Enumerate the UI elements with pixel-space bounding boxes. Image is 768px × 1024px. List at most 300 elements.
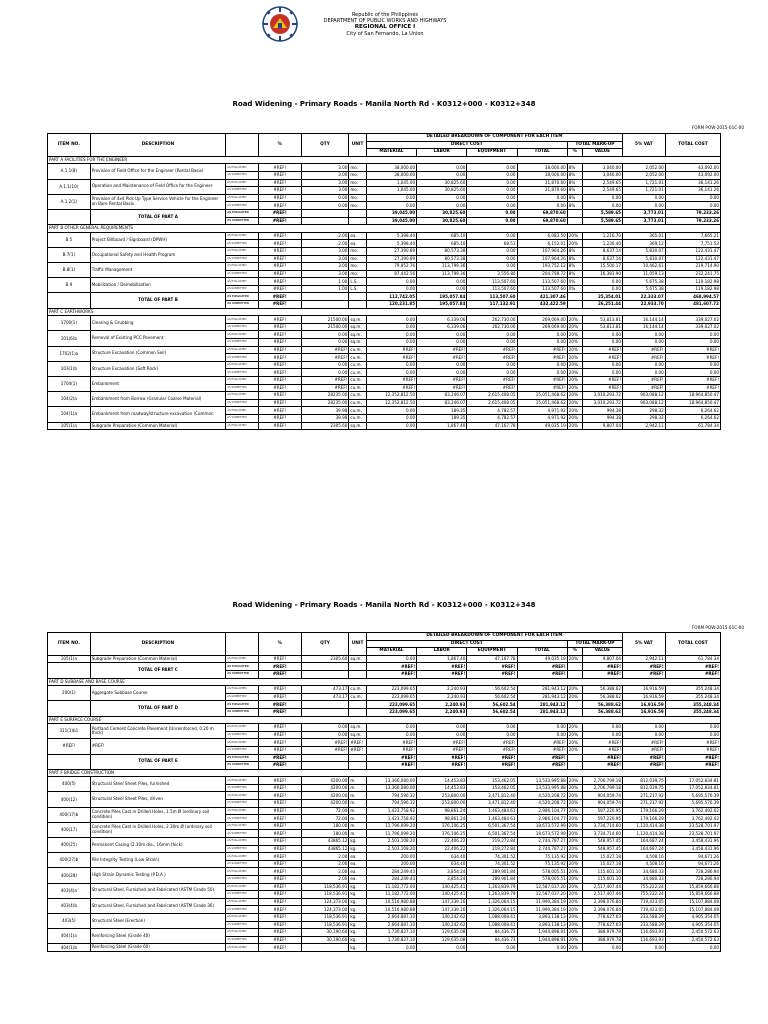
cell-labor: 140,242.62 <box>417 913 467 921</box>
item-description: Subgrade Preparation (Common Material) <box>90 655 226 663</box>
cell-markup-percent: 20% <box>567 655 582 663</box>
cell-direct-total: 13,533,995.88 <box>517 784 567 792</box>
row-stage: AS EVALUATED <box>226 422 259 430</box>
cell-material: 27,390.89 <box>366 255 416 263</box>
cell-markup-percent: 8% <box>567 255 582 263</box>
cell-total-cost: 0.00 <box>665 944 720 952</box>
item-no: 104(2)a <box>48 392 91 407</box>
cell-equipment: #REF! <box>467 762 517 770</box>
cell-vat: 34,680.33 <box>623 876 666 884</box>
cell-qty: 72.00 <box>301 815 349 823</box>
cell-material: 38,000.00 <box>366 171 416 179</box>
cell-unit: mo. <box>349 255 367 263</box>
row-stage: AS SUBMITTED <box>226 860 259 868</box>
cell-markup-percent: 20% <box>567 354 582 362</box>
cell-equipment: #REF! <box>467 754 517 762</box>
cell-direct-total: 11,990,384.19 <box>517 906 567 914</box>
cell-total-cost: 0.00 <box>665 331 720 339</box>
cell-markup-value: 26,251.44 <box>582 301 622 309</box>
cell-total-cost: #REF! <box>665 754 720 762</box>
cell-unit: kg. <box>349 936 367 944</box>
cell-direct-total: 0.00 <box>517 731 567 739</box>
cell-labor: 634.40 <box>417 860 467 868</box>
row-stage: AS EVALUATED <box>226 807 259 815</box>
item-no: 101(6)b <box>48 331 91 346</box>
cell-total-cost: 4,905,354.05 <box>665 921 720 929</box>
cell-total-cost: 17,052,834.81 <box>665 777 720 785</box>
item-no <box>48 663 91 678</box>
cell-equipment: 113,507.60 <box>467 293 517 301</box>
cell-markup-value: #REF! <box>582 746 622 754</box>
item-no: 1702(1)a <box>48 346 91 361</box>
col-item-no: ITEM NO. <box>48 633 91 656</box>
cell-unit: cu.m. <box>349 377 367 385</box>
cell-markup-percent: 20% <box>567 384 582 392</box>
cell-equipment: 1,463,484.61 <box>467 807 517 815</box>
cell-direct-total: #REF! <box>517 384 567 392</box>
item-description: TOTAL OF PART B <box>90 293 226 308</box>
cell-vat: 755,222.24 <box>623 883 666 891</box>
row-stage: AS SUBMITTED <box>226 830 259 838</box>
cell-unit: #REF! <box>349 739 367 747</box>
row-stage: AS EVALUATED <box>226 701 259 709</box>
cell-equipment: 289,901.84 <box>467 868 517 876</box>
cell-material: 0.00 <box>366 361 416 369</box>
cell-percent: #REF! <box>258 209 301 217</box>
cell-markup-value: #REF! <box>582 384 622 392</box>
cell-labor: 0.00 <box>417 944 467 952</box>
cell-percent: #REF! <box>258 891 301 899</box>
cell-labor: 98,861.24 <box>417 807 467 815</box>
cell-labor: 0.00 <box>417 171 467 179</box>
cell-direct-total: 0.00 <box>517 724 567 732</box>
cell-vat: 3,773.01 <box>623 217 666 225</box>
cell-vat: 233,588.29 <box>623 913 666 921</box>
cell-qty <box>301 293 349 301</box>
cell-markup-value: 2,549.65 <box>582 187 622 195</box>
cell-direct-total: 1,944,898.91 <box>517 936 567 944</box>
cell-equipment: 153,462.05 <box>467 777 517 785</box>
cell-labor: #REF! <box>417 377 467 385</box>
cell-labor: 376,106.25 <box>417 830 467 838</box>
cell-equipment: 74,301.52 <box>467 860 517 868</box>
cell-labor: 30,825.60 <box>417 217 467 225</box>
cell-material: 1,730,827.10 <box>366 929 416 937</box>
cell-percent: #REF! <box>258 906 301 914</box>
cell-material: 1,045.00 <box>366 179 416 187</box>
row-stage: AS EVALUATED <box>226 407 259 415</box>
cell-qty: 39.98 <box>301 407 349 415</box>
col-total-markup: TOTAL MARK-UP <box>567 141 622 149</box>
cost-table-page1 <box>47 133 721 430</box>
cell-labor: 14,453.83 <box>417 777 467 785</box>
cell-total-cost: 23,528,701.97 <box>665 822 720 830</box>
section-header <box>48 678 721 686</box>
row-stage: AS SUBMITTED <box>226 202 259 210</box>
cell-labor: 113,799.36 <box>417 263 467 271</box>
cell-markup-value: 0.00 <box>582 731 622 739</box>
cell-markup-percent: 8% <box>567 194 582 202</box>
cell-markup-value: 904,059.74 <box>582 800 622 808</box>
cell-material: 11,182,772.00 <box>366 883 416 891</box>
cell-markup-percent: 20% <box>567 693 582 701</box>
cell-total-cost: 355,248.34 <box>665 701 720 709</box>
cell-unit: mo. <box>349 247 367 255</box>
col-percent: % <box>258 134 301 157</box>
col-total-cost: TOTAL COST <box>665 134 720 157</box>
cell-labor: 129,635.08 <box>417 936 467 944</box>
cell-percent: #REF! <box>258 285 301 293</box>
cell-equipment: 0.00 <box>467 171 517 179</box>
cell-markup-percent: 20% <box>567 339 582 347</box>
header-dept: DEPARTMENT OF PUBLIC WORKS AND HIGHWAYS <box>323 18 447 25</box>
item-row <box>48 232 721 240</box>
cell-material: #REF! <box>366 762 416 770</box>
cell-qty <box>301 701 349 709</box>
cell-unit: cu.m. <box>349 361 367 369</box>
item-description: Operation and Maintenance of Field Office for the Engineer <box>90 179 226 194</box>
col-equipment: EQUIPMENT <box>467 149 517 157</box>
cell-equipment: 3,471,812.40 <box>467 792 517 800</box>
cell-equipment: #REF! <box>467 377 517 385</box>
cell-unit <box>349 762 367 770</box>
cell-direct-total: 421,307.46 <box>517 293 567 301</box>
item-no <box>48 754 91 769</box>
cell-labor: #REF! <box>417 670 467 678</box>
cell-unit: sq.m. <box>349 422 367 430</box>
cell-labor: 376,106.25 <box>417 822 467 830</box>
cell-unit: mo. <box>349 202 367 210</box>
item-description: Project Billboard / Signboard (DPWH) <box>90 232 226 247</box>
cell-equipment: #REF! <box>467 663 517 671</box>
cell-unit: kg. <box>349 906 367 914</box>
cell-percent: #REF! <box>258 384 301 392</box>
cell-markup-value: 2,517,407.44 <box>582 891 622 899</box>
cell-direct-total: 49,035.19 <box>517 422 567 430</box>
item-no: B.7(1) <box>48 247 91 262</box>
cell-markup-value: 2,517,407.44 <box>582 883 622 891</box>
col-vat: 5% VAT <box>623 134 666 157</box>
row-stage: AS SUBMITTED <box>226 693 259 701</box>
cell-percent: #REF! <box>258 936 301 944</box>
cell-percent: #REF! <box>258 232 301 240</box>
cell-direct-total: 75,135.92 <box>517 860 567 868</box>
cell-unit: cu.m. <box>349 346 367 354</box>
cell-total-cost: 0.00 <box>665 361 720 369</box>
cell-vat: #REF! <box>623 762 666 770</box>
item-description: Occupational Safety and Health Program <box>90 247 226 262</box>
item-description: TOTAL OF PART C <box>90 663 226 678</box>
cell-markup-value: #REF! <box>582 663 622 671</box>
col-markup-percent: % <box>567 648 582 656</box>
row-stage: AS SUBMITTED <box>226 891 259 899</box>
item-description: TOTAL OF PART D <box>90 701 226 716</box>
cell-total-cost: #REF! <box>665 746 720 754</box>
cell-unit <box>349 670 367 678</box>
cell-direct-total: #REF! <box>517 746 567 754</box>
item-description: Pile Integrity Testing (Low Strain) <box>90 853 226 868</box>
row-stage: AS SUBMITTED <box>226 815 259 823</box>
cell-percent: #REF! <box>258 724 301 732</box>
cell-qty <box>301 762 349 770</box>
cell-material: 1,045.00 <box>366 187 416 195</box>
cell-unit: kg. <box>349 913 367 921</box>
row-stage: AS SUBMITTED <box>226 384 259 392</box>
cell-direct-total: 18,673,572.99 <box>517 822 567 830</box>
cost-table-page2 <box>47 632 721 952</box>
cell-equipment: 3,556.80 <box>467 270 517 278</box>
cell-material: 0.00 <box>366 278 416 286</box>
cell-direct-total: 1,944,898.91 <box>517 929 567 937</box>
cell-markup-percent: 8% <box>567 270 582 278</box>
cell-percent: #REF! <box>258 194 301 202</box>
cell-direct-total: 3,893,138.13 <box>517 921 567 929</box>
cell-unit: mo. <box>349 263 367 271</box>
cell-direct-total: 2,986,104.77 <box>517 815 567 823</box>
cell-percent: #REF! <box>258 255 301 263</box>
cell-material: 0.00 <box>366 202 416 210</box>
cell-markup-percent: 20% <box>567 686 582 694</box>
cell-qty: #REF! <box>301 739 349 747</box>
cell-vat: 2,942.11 <box>623 655 666 663</box>
cell-labor: 6,339.06 <box>417 323 467 331</box>
cell-material: 5,398.40 <box>366 232 416 240</box>
cell-labor: 0.00 <box>417 369 467 377</box>
cell-markup-value: 388,979.78 <box>582 929 622 937</box>
cell-vat: 179,166.29 <box>623 815 666 823</box>
cell-labor: #REF! <box>417 663 467 671</box>
cell-qty: 4200.00 <box>301 777 349 785</box>
cell-direct-total: 38,000.00 <box>517 164 567 172</box>
cell-labor: 140,425.41 <box>417 891 467 899</box>
cell-labor: 1,867.40 <box>417 422 467 430</box>
cell-percent: #REF! <box>258 369 301 377</box>
cell-labor: 80,573.38 <box>417 247 467 255</box>
cell-markup-percent: 20% <box>567 724 582 732</box>
cell-labor: 634.40 <box>417 853 467 861</box>
cell-direct-total: 69,870.60 <box>517 217 567 225</box>
item-row <box>48 331 721 339</box>
cell-markup-percent: 20% <box>567 746 582 754</box>
cell-direct-total: 2,986,104.77 <box>517 807 567 815</box>
cell-labor: 30,825.60 <box>417 187 467 195</box>
cell-markup-percent: 20% <box>567 876 582 884</box>
cell-total-cost: 79,233.26 <box>665 209 720 217</box>
cell-labor: 189.35 <box>417 407 467 415</box>
item-description: Provision of Field Office for the Engineer (Rental Basis) <box>90 164 226 179</box>
row-stage: AS EVALUATED <box>226 331 259 339</box>
col-material: MATERIAL <box>366 149 416 157</box>
item-row <box>48 838 721 846</box>
cell-total-cost: 0.00 <box>665 194 720 202</box>
row-stage: AS SUBMITTED <box>226 171 259 179</box>
cell-unit: ea. <box>349 876 367 884</box>
cell-vat: 11,059.13 <box>623 270 666 278</box>
cell-equipment: 84,436.73 <box>467 929 517 937</box>
cell-labor: 30,825.60 <box>417 209 467 217</box>
cell-percent: #REF! <box>258 171 301 179</box>
item-description: Permanent Casing (2.30m dia., 16mm thick) <box>90 838 226 853</box>
cell-percent: #REF! <box>258 929 301 937</box>
cell-qty: 30,190.60 <box>301 936 349 944</box>
row-stage: AS SUBMITTED <box>226 936 259 944</box>
cell-labor: 2,240.93 <box>417 693 467 701</box>
document-title: Road Widening - Primary Roads - Manila North Rd - K0312+000 - K0312+348 <box>232 601 536 609</box>
row-stage: AS SUBMITTED <box>226 731 259 739</box>
row-stage: AS EVALUATED <box>226 777 259 785</box>
cell-equipment: 1,463,484.61 <box>467 815 517 823</box>
cell-equipment: 113,507.60 <box>467 278 517 286</box>
cell-markup-value: 25,354.01 <box>582 293 622 301</box>
cell-percent: #REF! <box>258 860 301 868</box>
cell-material: 0.00 <box>366 323 416 331</box>
cell-vat: 4,508.16 <box>623 853 666 861</box>
cell-markup-percent: 8% <box>567 247 582 255</box>
cell-qty: #REF! <box>301 346 349 354</box>
cell-markup-percent: 20% <box>567 331 582 339</box>
item-row <box>48 377 721 385</box>
cell-markup-value: 388,979.78 <box>582 936 622 944</box>
cell-vat: #REF! <box>623 346 666 354</box>
item-description: Clearing & Grubbing <box>90 316 226 331</box>
cell-direct-total: #REF! <box>517 346 567 354</box>
cell-markup-value: #REF! <box>582 377 622 385</box>
item-description: Traffic Management <box>90 263 226 278</box>
cell-percent: #REF! <box>258 686 301 694</box>
cell-total-cost: 355,248.34 <box>665 686 720 694</box>
col-qty: QTY <box>301 134 349 157</box>
cell-direct-total: 0.00 <box>517 194 567 202</box>
row-stage: AS SUBMITTED <box>226 414 259 422</box>
cell-unit: m. <box>349 784 367 792</box>
row-stage: AS SUBMITTED <box>226 323 259 331</box>
item-row <box>48 655 721 663</box>
cell-equipment: 0.00 <box>467 255 517 263</box>
cell-material: 39,045.00 <box>366 217 416 225</box>
item-row <box>48 361 721 369</box>
cell-vat: 3,773.01 <box>623 209 666 217</box>
cell-percent: #REF! <box>258 876 301 884</box>
item-row <box>48 883 721 891</box>
cell-material: 13,366,080.00 <box>366 777 416 785</box>
cell-material: 1,423,758.92 <box>366 807 416 815</box>
row-stage: AS SUBMITTED <box>226 354 259 362</box>
cell-equipment: 1,088,008.41 <box>467 913 517 921</box>
item-description: TOTAL OF PART A <box>90 209 226 224</box>
cell-direct-total: 4,520,208.72 <box>517 800 567 808</box>
cell-markup-percent: 20% <box>567 792 582 800</box>
cell-unit <box>349 293 367 301</box>
col-description: DESCRIPTION <box>90 633 226 656</box>
cell-qty: 2.00 <box>301 232 349 240</box>
cell-unit: kg. <box>349 845 367 853</box>
cell-unit: m. <box>349 822 367 830</box>
cell-labor: 98,861.24 <box>417 815 467 823</box>
cell-material: 0.00 <box>366 285 416 293</box>
cell-percent: #REF! <box>258 414 301 422</box>
cell-percent: #REF! <box>258 392 301 400</box>
cell-equipment: 0.00 <box>467 194 517 202</box>
cell-markup-percent: 20% <box>567 399 582 407</box>
item-description: Aggregate Subbase Course <box>90 686 226 701</box>
cell-vat: 903,088.12 <box>623 392 666 400</box>
cell-vat: 22,333.07 <box>623 293 666 301</box>
item-row <box>48 724 721 732</box>
cell-unit: m. <box>349 777 367 785</box>
cell-equipment: 0.00 <box>467 369 517 377</box>
col-breakdown: DETAILED BREAKDOWN OF COMPONENT FOR EACH ITEM <box>366 633 622 641</box>
cell-unit: mo. <box>349 171 367 179</box>
cell-unit: ea. <box>349 853 367 861</box>
cell-unit: cu.m. <box>349 384 367 392</box>
cell-markup-percent: 20% <box>567 860 582 868</box>
cell-equipment: 0.00 <box>467 232 517 240</box>
cell-percent: #REF! <box>258 868 301 876</box>
cell-material: 12,352,812.50 <box>366 392 416 400</box>
cell-vat: 16,916.59 <box>623 686 666 694</box>
cell-equipment: 84,436.73 <box>467 936 517 944</box>
cell-qty: #REF! <box>301 377 349 385</box>
cell-total-cost: 61,784.34 <box>665 655 720 663</box>
item-no: 105(1)a <box>48 655 91 663</box>
section-label: PART A FACILITIES FOR THE ENGINEER <box>48 156 721 164</box>
cell-qty: 3.00 <box>301 164 349 172</box>
cell-labor: #REF! <box>417 384 467 392</box>
cell-direct-total: 18,673,572.99 <box>517 830 567 838</box>
cell-equipment: 262,730.00 <box>467 323 517 331</box>
item-no: 403(5) <box>48 913 91 928</box>
cell-material: 0.00 <box>366 414 416 422</box>
cell-markup-percent: 8% <box>567 179 582 187</box>
cell-total-cost: 15,859,666.88 <box>665 891 720 899</box>
cell-markup-percent: 20% <box>567 936 582 944</box>
cell-markup-value: 0.00 <box>582 724 622 732</box>
item-no: 200(1) <box>48 686 91 701</box>
cell-vat: #REF! <box>623 670 666 678</box>
cell-equipment: 47,167.78 <box>467 422 517 430</box>
cell-percent: #REF! <box>258 883 301 891</box>
cell-unit: cu.m. <box>349 407 367 415</box>
cell-equipment: 113,507.60 <box>467 285 517 293</box>
cell-unit: mo. <box>349 164 367 172</box>
cell-markup-percent: 20% <box>567 414 582 422</box>
cell-unit: ea. <box>349 860 367 868</box>
cell-labor: 0.00 <box>417 731 467 739</box>
cell-markup-value: 53,813.81 <box>582 323 622 331</box>
row-stage: AS SUBMITTED <box>226 921 259 929</box>
cell-unit: ea. <box>349 240 367 248</box>
cell-material: 223,099.65 <box>366 686 416 694</box>
item-no: A.1.1(8) <box>48 164 91 179</box>
cell-equipment: 1,263,839.79 <box>467 883 517 891</box>
cell-qty: 3.00 <box>301 187 349 195</box>
cell-labor: 129,635.08 <box>417 929 467 937</box>
cell-labor: 22,406.22 <box>417 838 467 846</box>
cell-percent: #REF! <box>258 746 301 754</box>
cell-markup-value: 15,500.17 <box>582 263 622 271</box>
cell-total-cost: 728,286.94 <box>665 876 720 884</box>
row-stage: AS SUBMITTED <box>226 670 259 678</box>
cell-total-cost: 36,141.26 <box>665 187 720 195</box>
cell-unit: cu.m. <box>349 399 367 407</box>
cell-vat: 164,687.24 <box>623 845 666 853</box>
col-vat: 5% VAT <box>623 633 666 656</box>
cell-total-cost: 119,182.98 <box>665 278 720 286</box>
item-row <box>48 686 721 694</box>
cell-markup-percent: 20% <box>567 361 582 369</box>
cell-unit <box>349 209 367 217</box>
cell-vat: 0.00 <box>623 369 666 377</box>
